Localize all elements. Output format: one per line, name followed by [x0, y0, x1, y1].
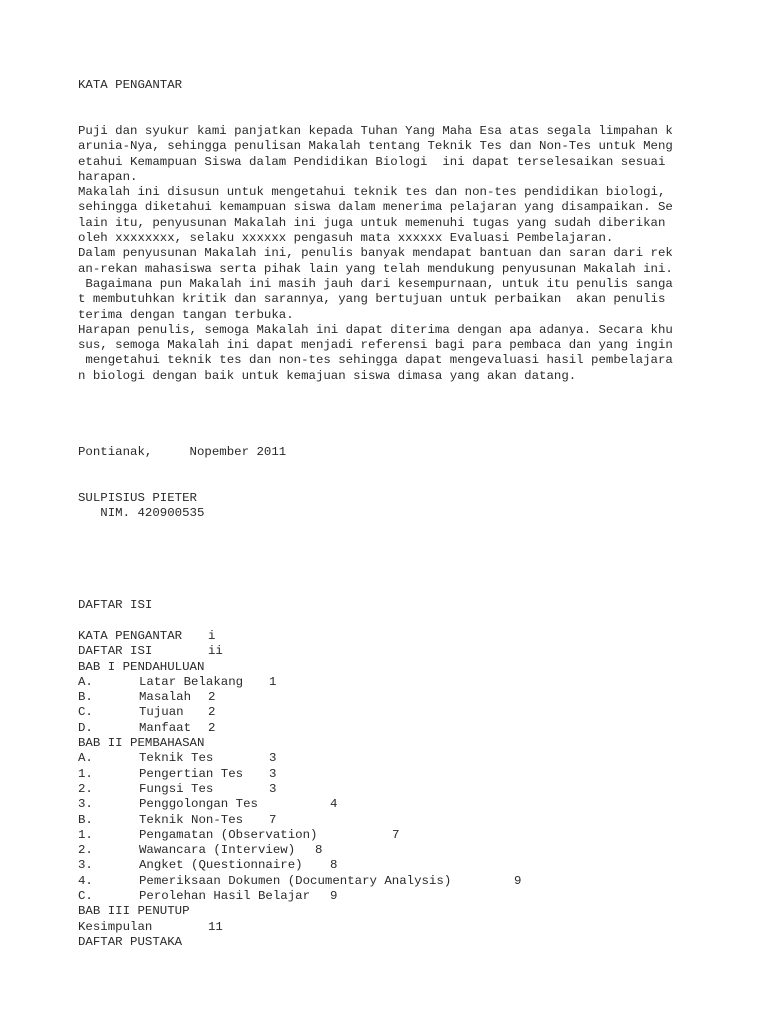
toc-marker: 3.	[78, 797, 93, 812]
author-nim: NIM. 420900535	[78, 506, 205, 520]
paragraph-line: Bagaimana pun Makalah ini masih jauh dari kesempurnaan, untuk itu penulis sanga	[78, 276, 673, 291]
toc-marker: C.	[78, 889, 93, 904]
toc-marker: B.	[78, 812, 93, 827]
toc-marker: D.	[78, 720, 93, 735]
paragraph-line: sehingga diketahui kemampuan siswa dalam menerima pelajaran yang disampaikan. Se	[78, 200, 673, 215]
toc-page: 2	[208, 720, 216, 735]
toc-label: Tujuan	[139, 705, 184, 720]
toc-label: Angket (Questionnaire)	[139, 858, 303, 873]
toc-label: Teknik Tes	[139, 751, 214, 766]
toc-label: Manfaat	[139, 720, 192, 735]
paragraph-line: t membutuhkan kritik dan sarannya, yang bertujuan untuk perbaikan akan penulis	[78, 292, 666, 307]
toc-marker: 1.	[78, 766, 93, 781]
toc-label: Perolehan Hasil Belajar	[139, 889, 311, 904]
paragraph-line: an-rekan mahasiswa serta pihak lain yang telah mendukung penyusunan Makalah ini.	[78, 261, 673, 276]
toc-label: DAFTAR PUSTAKA	[78, 934, 183, 949]
paragraph-line: terima dengan tangan terbuka.	[78, 307, 294, 322]
toc-entry[interactable]	[78, 797, 338, 812]
toc-label: BAB III PENUTUP	[78, 904, 190, 919]
toc-label: BAB I PENDAHULUAN	[78, 659, 205, 674]
toc-page: 9	[330, 889, 338, 904]
toc-page: 2	[208, 705, 216, 720]
toc-page: i	[208, 629, 216, 643]
toc-label: Pemeriksaan Dokumen (Documentary Analysis)	[139, 873, 452, 888]
toc-marker: A.	[78, 751, 93, 766]
toc-page: 7	[392, 827, 400, 842]
paragraph-line: Dalam penyusunan Makalah ini, penulis banyak mendapat bantuan dan saran dari rek	[78, 246, 673, 261]
toc-label: KATA PENGANTAR	[78, 629, 183, 643]
toc-entry[interactable]	[78, 766, 277, 782]
toc-marker: 1.	[78, 827, 93, 842]
toc-page: 3	[269, 751, 277, 766]
toc-page: 3	[269, 781, 277, 796]
toc-page: 2	[208, 690, 216, 705]
toc-entry[interactable]	[78, 889, 338, 904]
paragraph-line: Makalah ini disusun untuk mengetahui teknik tes dan non-tes pendidikan biologi,	[78, 185, 666, 200]
toc-page: 3	[269, 766, 277, 781]
daftar-isi-heading: DAFTAR ISI	[78, 598, 153, 612]
toc-entry[interactable]	[78, 934, 183, 950]
toc-label: Wawancara (Interview)	[139, 843, 296, 858]
toc-label: Fungsi Tes	[139, 781, 214, 796]
toc-entry[interactable]	[78, 781, 277, 797]
toc-page: 9	[514, 873, 522, 888]
author-name: SULPISIUS PIETER	[78, 491, 197, 505]
toc-label: Masalah	[139, 690, 192, 705]
paragraph-line: n biologi dengan baik untuk kemajuan siswa dimasa yang akan datang.	[78, 368, 577, 383]
paragraph-line: sus, semoga Makalah ini dapat menjadi referensi bagi para pembaca dan yang ingin	[78, 338, 673, 353]
toc-entry[interactable]	[78, 720, 216, 736]
toc-label: DAFTAR ISI	[78, 644, 153, 659]
toc-label: Penggolongan Tes	[139, 797, 258, 812]
toc-marker: B.	[78, 690, 93, 705]
paragraph-line: Puji dan syukur kami panjatkan kepada Tuhan Yang Maha Esa atas segala limpahan k	[78, 124, 673, 138]
kata-pengantar-body	[78, 124, 738, 384]
toc-marker: C.	[78, 705, 93, 720]
toc-label: Kesimpulan	[78, 919, 153, 934]
toc-entry[interactable]	[78, 873, 522, 889]
toc-entry[interactable]	[78, 858, 338, 873]
toc-label: Teknik Non-Tes	[139, 812, 244, 827]
toc-marker: 2.	[78, 781, 93, 796]
toc-label: Latar Belakang	[139, 674, 244, 689]
kata-pengantar-heading: KATA PENGANTAR	[78, 78, 183, 92]
toc-entry[interactable]	[78, 629, 216, 644]
toc-entry[interactable]	[78, 644, 223, 659]
toc-page: 11	[208, 919, 223, 934]
toc-entry[interactable]	[78, 751, 277, 766]
toc-entry[interactable]	[78, 919, 223, 935]
toc-entry[interactable]	[78, 659, 205, 675]
toc-entry[interactable]	[78, 674, 277, 690]
paragraph-line: arunia-Nya, sehingga penulisan Makalah tentang Teknik Tes dan Non-Tes untuk Meng	[78, 139, 673, 154]
toc-page: ii	[208, 644, 223, 659]
table-of-contents	[78, 629, 522, 950]
toc-page: 8	[315, 843, 323, 858]
toc-marker: A.	[78, 674, 93, 689]
toc-entry[interactable]	[78, 690, 216, 705]
paragraph-line: Harapan penulis, semoga Makalah ini dapat diterima dengan apa adanya. Secara khu	[78, 322, 673, 337]
toc-marker: 2.	[78, 843, 93, 858]
toc-entry[interactable]	[78, 736, 205, 751]
paragraph-line: oleh xxxxxxxx, selaku xxxxxx pengasuh mata xxxxxx Evaluasi Pembelajaran.	[78, 231, 614, 246]
toc-label: Pengertian Tes	[139, 766, 244, 781]
toc-entry[interactable]	[78, 904, 190, 919]
paragraph-line: lain itu, penyusunan Makalah ini juga untuk memenuhi tugas yang sudah diberikan	[78, 215, 666, 230]
toc-label: BAB II PEMBAHASAN	[78, 736, 205, 751]
toc-entry[interactable]	[78, 827, 400, 843]
toc-marker: 3.	[78, 858, 93, 873]
paragraph-line: etahui Kemampuan Siswa dalam Pendidikan Biologi ini dapat terselesaikan sesuai	[78, 154, 666, 169]
toc-entry[interactable]	[78, 705, 216, 720]
toc-marker: 4.	[78, 873, 93, 888]
toc-entry[interactable]	[78, 843, 323, 858]
toc-page: 8	[330, 858, 338, 873]
toc-page: 1	[269, 674, 277, 689]
place-date: Pontianak, Nopember 2011	[78, 445, 287, 459]
paragraph-line: harapan.	[78, 169, 138, 184]
toc-page: 4	[330, 797, 338, 812]
toc-label: Pengamatan (Observation)	[139, 827, 318, 842]
toc-page: 7	[269, 812, 277, 827]
toc-entry[interactable]	[78, 812, 277, 828]
paragraph-line: mengetahui teknik tes dan non-tes sehingga dapat mengevaluasi hasil pembelajara	[78, 353, 673, 368]
